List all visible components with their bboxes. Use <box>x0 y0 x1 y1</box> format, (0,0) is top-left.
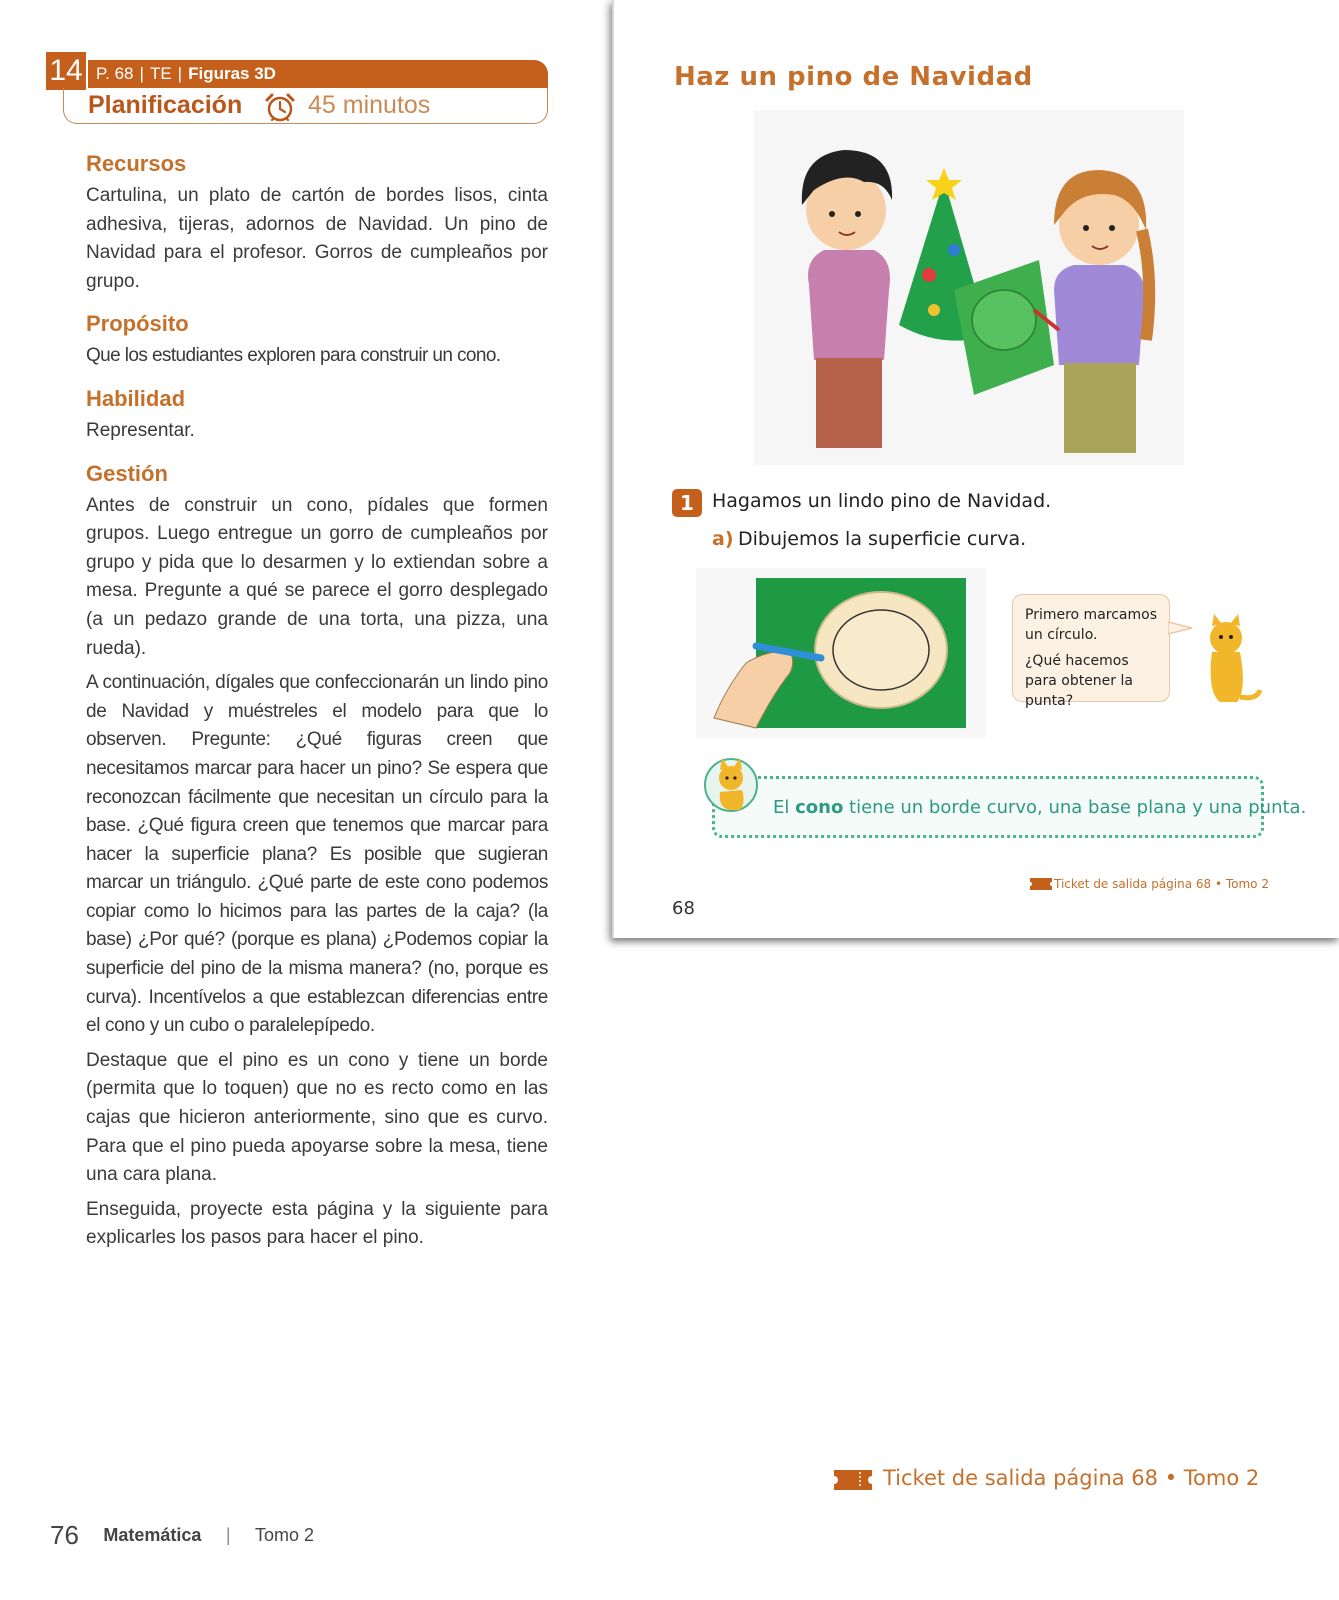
speech-bubble <box>1012 594 1170 709</box>
subquestion-letter: a) <box>712 528 734 550</box>
plate-tracing-illustration <box>696 568 986 738</box>
speech-bubble-tail <box>1168 618 1194 638</box>
proposito-title: Propósito <box>86 311 189 337</box>
gestion-paragraph-3: Destaque que el pino es un cono y tiene un borde (permita que lo toquen) que no es recto como en las cajas que hicieron anteriormente, sino que es curvo. Para que el pino pueda apoyarse sobre la mesa, tiene una cara plana. <box>86 1049 548 1186</box>
ticket-icon <box>1030 878 1052 890</box>
habilidad-title: Habilidad <box>86 385 186 411</box>
recursos-text: Cartulina, un plato de cartón de bordes lisos, cinta adhesiva, tijeras, adornos de Navidad. Un pino de Navidad para el profesor. Gorros de cumpleaños por grupo. <box>86 185 548 292</box>
footer-page-number: 76 <box>50 1520 79 1550</box>
page-footer <box>50 1520 314 1551</box>
recursos-title: Recursos <box>86 151 187 176</box>
gestion-paragraph-1: Antes de construir un cono, pídales que formen grupos. Luego entregue un gorro de cumpleaños por grupo y pida que lo desarmen y lo extiendan sobre a mesa. Pregunte a qué se parece el gorro desplegado (a un pedazo grande de una torta, una pizza, una rueda). <box>86 494 548 659</box>
gestion-section <box>86 460 548 1253</box>
footer-subject: Matemática <box>103 1525 202 1545</box>
planning-duration: 45 minutos <box>308 91 431 119</box>
cat-badge-icon <box>700 752 762 814</box>
recursos-section <box>86 150 548 296</box>
planning-box <box>63 88 548 124</box>
subquestion-text: Dibujemos la superficie curva. <box>738 528 1027 550</box>
lesson-header-bar: P. 68 | TE | Figuras 3D <box>88 60 548 88</box>
question-text: Hagamos un lindo pino de Navidad. <box>712 490 1052 512</box>
children-christmas-tree-illustration <box>754 110 1184 465</box>
speech-line-1: Primero marcamos un círculo. <box>1025 607 1157 643</box>
alarm-clock-icon <box>264 92 296 122</box>
habilidad-text: Representar. <box>86 419 195 441</box>
gestion-paragraph-2: A continuación, dígales que confeccionarán un lindo pino de Navidad y muéstreles el modelo para que lo observen. Pregunte: ¿Qué figuras creen que necesitamos marcar para hacer un pino? Se espera que reconozcan fácilmente que necesitan un círculo para la base. ¿Qué figura creen que tenemos que marcar para hacer la superficie plana? Es posible que sugieran marcar un triángulo. ¿Qué parte de este cono podemos copiar como lo hicimos para las partes de la caja? (la base) ¿Por qué? (porque es plana) ¿Podemos copiar la superficie del pino de la misma manera? (no, porque es curva). Incentívelos a que establezcan diferencias entre el cono y un cubo o paralelepípedo. <box>86 672 548 1037</box>
ticket-icon <box>834 1470 872 1490</box>
lesson-topic: Figuras 3D <box>188 64 276 83</box>
lesson-type: TE <box>149 64 172 83</box>
gestion-title: Gestión <box>86 460 168 486</box>
proposito-text: Que los estudiantes exploren para construir un cono. <box>86 345 501 367</box>
planning-title: Planificación <box>88 91 243 119</box>
question-number-badge: 1 <box>672 489 702 517</box>
speech-line-2: ¿Qué hacemos para obtener la punta? <box>1025 653 1133 709</box>
footer-volume: Tomo 2 <box>255 1525 315 1545</box>
cone-definition-box <box>712 776 1307 838</box>
proposito-section <box>86 310 548 371</box>
cone-definition-text: El cono tiene un borde curvo, una base plana y una punta. <box>773 797 1307 818</box>
student-page-thumbnail <box>612 0 1339 938</box>
lesson-number-badge: 14 <box>46 52 86 90</box>
guide-content <box>86 150 548 1267</box>
student-page-ticket-text: Ticket de salida página 68 • Tomo 2 <box>1054 877 1269 891</box>
gestion-paragraph-4: Enseguida, proyecte esta página y la siguiente para explicarles los pasos para hacer el pino. <box>86 1198 548 1249</box>
page-ref: P. 68 <box>96 64 134 83</box>
exit-ticket-text: Ticket de salida página 68 • Tomo 2 <box>883 1466 1260 1490</box>
cat-mascot-icon <box>1192 612 1262 710</box>
footer-separator: | <box>225 1525 231 1545</box>
habilidad-section <box>86 385 548 446</box>
student-page-number: 68 <box>672 898 695 919</box>
student-page-title: Haz un pino de Navidad <box>674 62 1033 92</box>
